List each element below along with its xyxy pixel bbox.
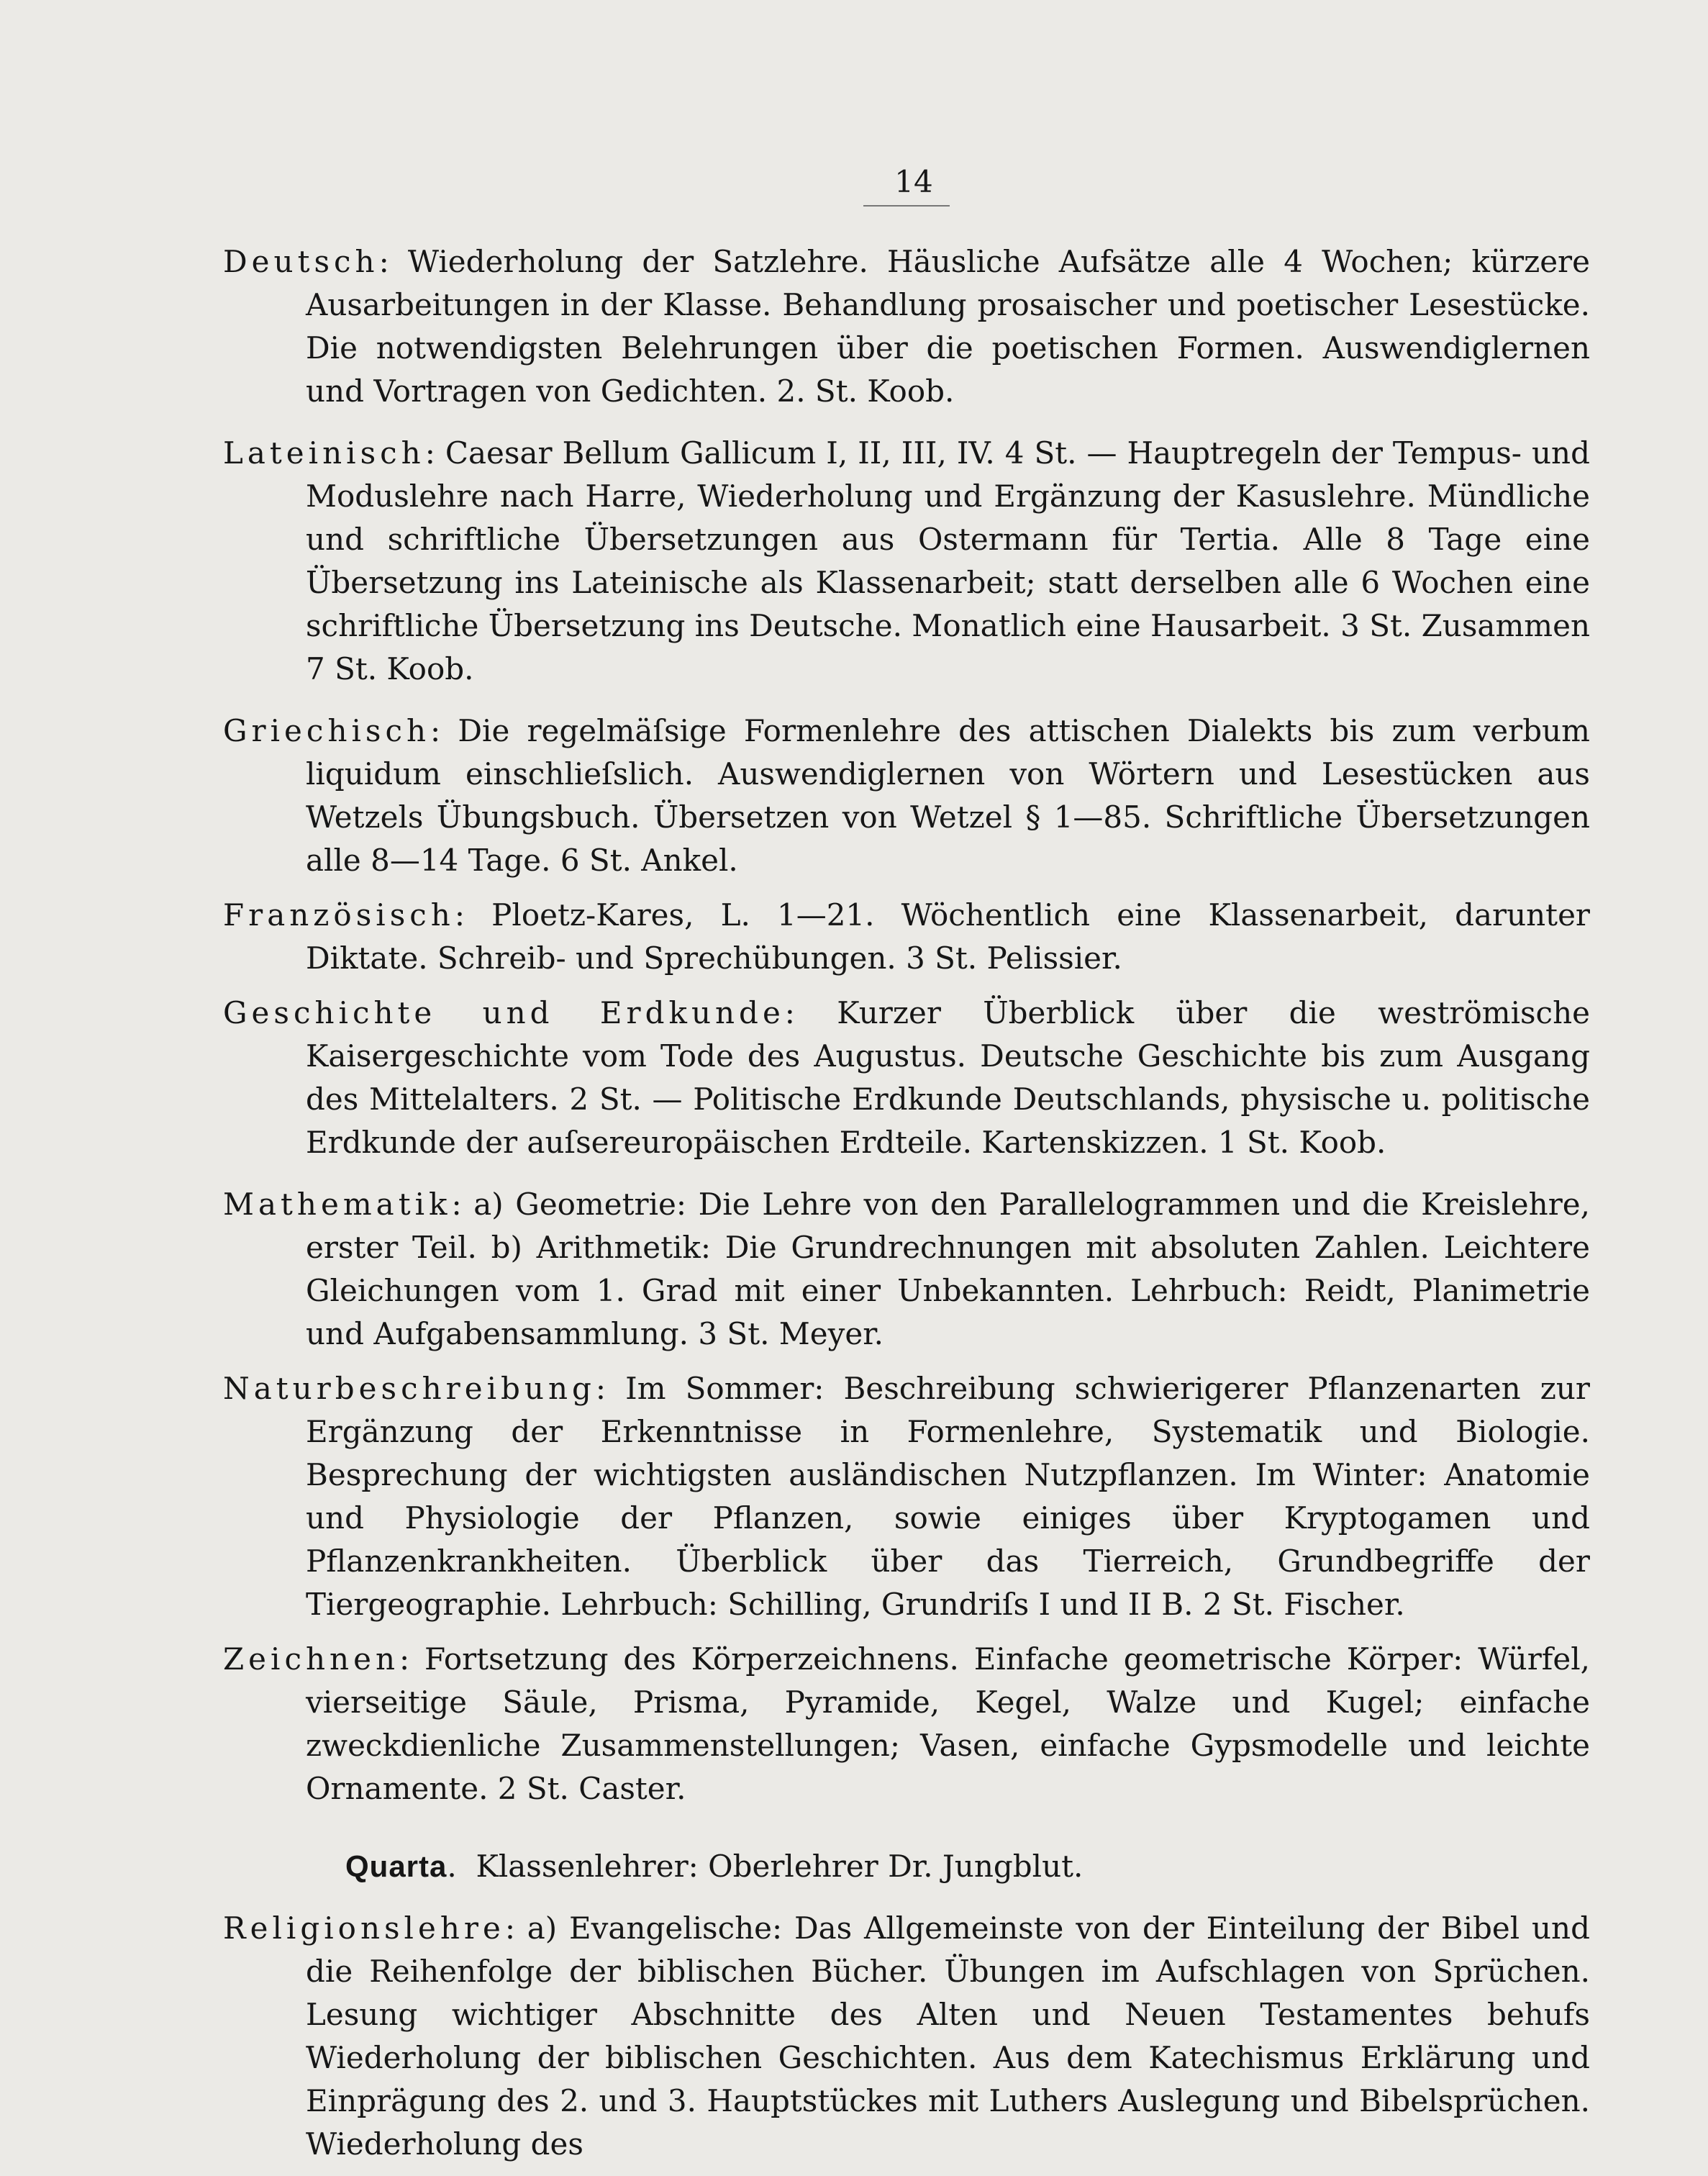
paragraph-lateinisch: Lateinisch: Caesar Bellum Gallicum I, II, III, IV. 4 St. — Hauptregeln der Tempus- und Moduslehre nach Harre, Wiederholung und Ergänzung der Kasuslehre. Mündliche und schriftliche Übersetzungen aus Ostermann für Tertia. Alle 8 Tage eine Übersetzung ins Lateinische als Klassenarbeit; statt derselben alle 6 Wochen eine schriftliche Übersetzung ins Deutsche. Monatlich eine Hausarbeit. 3 St. Zusammen 7 St. Koob. [223, 435, 1590, 686]
paragraph-text: a) Evangelische: Das Allgemeinste von der Einteilung der Bibel und die Reihenfolge der biblischen Bücher. Übungen im Aufschlagen von Sprüchen. Lesung wichtiger Abschnitte des Alten und Neuen Testamentes behufs Wiederholung der biblischen Geschichten. Aus dem Katechismus Erklärung und Einprägung des 2. und 3. Hauptstückes mit Luthers Auslegung und Bibelsprüchen. Wiederholung des [306, 1910, 1590, 2162]
subject-label: Zeichnen [223, 1641, 399, 1677]
paragraph-text: Ploetz-Kares, L. 1—21. Wöchentlich eine Klassenarbeit, darunter Diktate. Schreib- und Sprechübungen. 3 St. Pelissier. [306, 897, 1590, 976]
subject-label: Deutsch [223, 244, 379, 279]
paragraph-mathematik: Mathematik: a) Geometrie: Die Lehre von den Parallelogrammen und die Kreislehre, erster Teil. b) Arithmetik: Die Grundrechnungen mit absoluten Zahlen. Leichtere Gleichungen vom 1. Grad mit einer Unbekannten. Lehrbuch: Reidt, Planimetrie und Aufgabensammlung. 3 St. Meyer. [223, 1187, 1590, 1351]
paragraph-naturbeschreibung: Naturbeschreibung: Im Sommer: Beschreibung schwierigerer Pflanzenarten zur Ergänzung der Erkenntnisse in Formenlehre, Systematik und Biologie. Besprechung der wichtigsten ausländischen Nutzpflanzen. Im Winter: Anatomie und Physiologie der Pflanzen, sowie einiges über Kryptogamen und Pflanzenkrankheiten. Überblick über das Tierreich, Grundbegriffe der Tiergeographie. Lehrbuch: Schilling, Grundriſs I und II B. 2 St. Fischer. [223, 1371, 1590, 1622]
paragraph-text: a) Geometrie: Die Lehre von den Parallelogrammen und die Kreislehre, erster Teil. b) Arithmetik: Die Grundrechnungen mit absoluten Zahlen. Leichtere Gleichungen vom 1. Grad mit einer Unbekannten. Lehrbuch: Reidt, Planimetrie und Aufgabensammlung. 3 St. Meyer. [306, 1187, 1590, 1351]
paragraph-zeichnen: Zeichnen: Fortsetzung des Körperzeichnens. Einfache geometrische Körper: Würfel, vierseitige Säule, Prisma, Pyramide, Kegel, Walze und Kugel; einfache zweckdienliche Zusammenstellungen; Vasen, einfache Gypsmodelle und leichte Ornamente. 2 St. Caster. [223, 1641, 1590, 1806]
paragraph-franzoesisch: Französisch: Ploetz-Kares, L. 1—21. Wöchentlich eine Klassenarbeit, darunter Diktate. Schreib- und Sprechübungen. 3 St. Pelissier. [223, 897, 1590, 976]
paragraph-text: Die regelmäſsige Formenlehre des attischen Dialekts bis zum verbum liquidum einschlieſslich. Auswendiglernen von Wörtern und Lesestücken aus Wetzels Übungsbuch. Übersetzen von Wetzel § 1—85. Schriftliche Übersetzungen alle 8—14 Tage. 6 St. Ankel. [306, 713, 1590, 878]
page-content [223, 240, 1590, 2166]
section-heading: Quarta. Klassenlehrer: Oberlehrer Dr. Jungblut. [345, 1849, 1084, 1884]
section-name: Quarta [345, 1849, 448, 1883]
subject-label: Mathematik [223, 1187, 452, 1222]
paragraph-text: Caesar Bellum Gallicum I, II, III, IV. 4 St. — Hauptregeln der Tempus- und Moduslehre nach Harre, Wiederholung und Ergänzung der Kasuslehre. Mündliche und schriftliche Übersetzungen aus Ostermann für Tertia. Alle 8 Tage eine Übersetzung ins Lateinische als Klassenarbeit; statt derselben alle 6 Wochen eine schriftliche Übersetzung ins Deutsche. Monatlich eine Hausarbeit. 3 St. Zusammen 7 St. Koob. [306, 435, 1590, 686]
paragraph-text: Fortsetzung des Körperzeichnens. Einfache geometrische Körper: Würfel, vierseitige Säule, Prisma, Pyramide, Kegel, Walze und Kugel; einfache zweckdienliche Zusammenstellungen; Vasen, einfache Gypsmodelle und leichte Ornamente. 2 St. Caster. [306, 1641, 1590, 1806]
paragraph-griechisch: Griechisch: Die regelmäſsige Formenlehre des attischen Dialekts bis zum verbum liquidum einschlieſslich. Auswendiglernen von Wörtern und Lesestücken aus Wetzels Übungsbuch. Übersetzen von Wetzel § 1—85. Schriftliche Übersetzungen alle 8—14 Tage. 6 St. Ankel. [223, 713, 1590, 878]
paragraph-geschichte-erdkunde: Geschichte und Erdkunde: Kurzer Überblick über die weströmische Kaisergeschichte vom Tode des Augustus. Deutsche Geschichte bis zum Ausgang des Mittelalters. 2 St. — Politische Erdkunde Deutschlands, physische u. politische Erdkunde der auſsereuropäischen Erdteile. Kartenskizzen. 1 St. Koob. [223, 995, 1590, 1160]
subject-label: Geschichte und Erdkunde [223, 995, 785, 1030]
paragraph-religionslehre: Religionslehre: a) Evangelische: Das Allgemeinste von der Einteilung der Bibel und die Reihenfolge der biblischen Bücher. Übungen im Aufschlagen von Sprüchen. Lesung wichtiger Abschnitte des Alten und Neuen Testamentes behufs Wiederholung der biblischen Geschichten. Aus dem Katechismus Erklärung und Einprägung des 2. und 3. Hauptstückes mit Luthers Auslegung und Bibelsprüchen. Wiederholung des [223, 1910, 1590, 2162]
paragraph-text: Im Sommer: Beschreibung schwierigerer Pflanzenarten zur Ergänzung der Erkenntnisse in Formenlehre, Systematik und Biologie. Besprechung der wichtigsten ausländischen Nutzpflanzen. Im Winter: Anatomie und Physiologie der Pflanzen, sowie einiges über Kryptogamen und Pflanzenkrankheiten. Überblick über das Tierreich, Grundbegriffe der Tiergeographie. Lehrbuch: Schilling, Grundriſs I und II B. 2 St. Fischer. [306, 1371, 1590, 1622]
page-number-rule [863, 205, 950, 207]
subject-label: Religionslehre [223, 1910, 505, 1946]
subject-label: Französisch [223, 897, 455, 933]
paragraph-deutsch: Deutsch: Wiederholung der Satzlehre. Häusliche Aufsätze alle 4 Wochen; kürzere Ausarbeitungen in der Klasse. Behandlung prosaischer und poetischer Lesestücke. Die notwendigsten Belehrungen über die poetischen Formen. Auswendiglernen und Vortragen von Gedichten. 2. St. Koob. [223, 244, 1590, 409]
paragraph-text: Kurzer Überblick über die weströmische Kaisergeschichte vom Tode des Augustus. Deutsche Geschichte bis zum Ausgang des Mittelalters. 2 St. — Politische Erdkunde Deutschlands, physische u. politische Erdkunde der auſsereuropäischen Erdteile. Kartenskizzen. 1 St. Koob. [306, 995, 1590, 1160]
page-number: 14 [894, 164, 933, 199]
paragraph-text: Wiederholung der Satzlehre. Häusliche Aufsätze alle 4 Wochen; kürzere Ausarbeitungen in der Klasse. Behandlung prosaischer und poetischer Lesestücke. Die notwendigsten Belehrungen über die poetischen Formen. Auswendiglernen und Vortragen von Gedichten. 2. St. Koob. [306, 244, 1590, 409]
subject-label: Naturbeschreibung [223, 1371, 596, 1406]
subject-label: Griechisch [223, 713, 431, 748]
subject-label: Lateinisch [223, 435, 425, 471]
class-teacher: Klassenlehrer: Oberlehrer Dr. Jungblut. [476, 1849, 1084, 1884]
